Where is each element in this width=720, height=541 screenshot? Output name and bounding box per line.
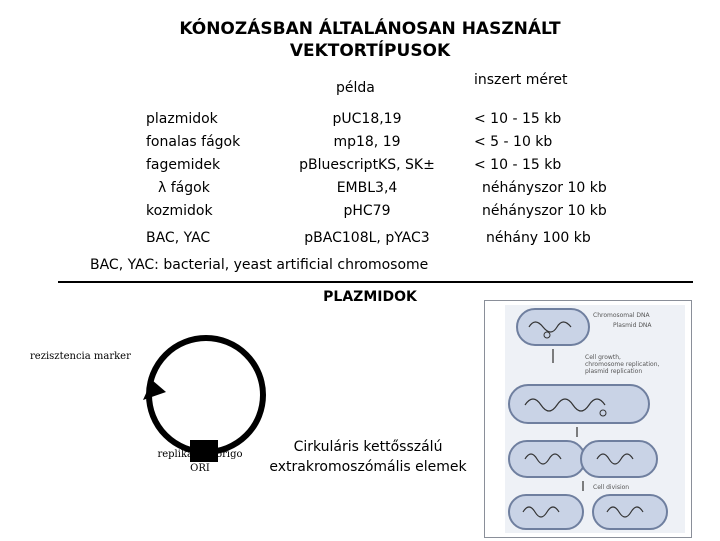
- insert-size-filamentous-phage: < 5 - 10 kb: [474, 134, 553, 150]
- vector-type-column: [146, 109, 240, 251]
- cell-3b: [581, 441, 657, 477]
- page-title: [0, 18, 720, 62]
- cell-division-illustration: [485, 301, 691, 537]
- resistance-marker-label: rezisztencia marker: [30, 351, 131, 362]
- plasmid-caption-line2: extrakromoszómális elemek: [269, 459, 467, 475]
- cell-1: [517, 309, 589, 345]
- plasmid-caption-line1: Cirkuláris kettősszálú: [293, 439, 443, 455]
- plasmid-caption: [258, 437, 478, 477]
- vector-type-bac-yac: BAC, YAC: [146, 230, 211, 246]
- legend-chromosome: Chromosomal DNA: [593, 312, 650, 319]
- example-column: [262, 109, 472, 251]
- page-title-line1: KÓNOZÁSBAN ÁLTALÁNOSAN HASZNÁLT: [179, 19, 561, 39]
- legend-plasmid: Plasmid DNA: [613, 322, 652, 329]
- divider-line: [58, 281, 693, 283]
- cell-division-figure: [484, 300, 692, 538]
- ori-label-line1: replikációs origo: [157, 449, 243, 460]
- column-header-example: példa: [336, 80, 375, 96]
- vector-type-lambda-phage: λ fágok: [158, 180, 210, 196]
- column-header-insert-size: inszert méret: [474, 72, 568, 88]
- example-lambda-phage: EMBL3,4: [336, 180, 398, 196]
- daughter-cell-1: [509, 495, 583, 529]
- insert-size-plasmid: < 10 - 15 kb: [474, 111, 562, 127]
- ori-label: [150, 448, 250, 476]
- plasmid-ring: [149, 338, 263, 452]
- insert-size-column: [474, 109, 607, 251]
- insert-size-bac-yac: néhány 100 kb: [486, 230, 591, 246]
- step1-label: Cell growth, chromosome replication, plasmid replication: [585, 354, 660, 375]
- section-title: PLAZMIDOK: [323, 289, 417, 305]
- example-phagemid: pBluescriptKS, SK±: [299, 157, 435, 173]
- vector-type-phagemid: fagemidek: [146, 157, 221, 173]
- page-title-line2: VEKTORTÍPUSOK: [289, 41, 451, 61]
- vector-type-filamentous-phage: fonalas fágok: [146, 134, 241, 150]
- vector-type-plasmid: plazmidok: [146, 111, 218, 127]
- example-cosmid: pHC79: [343, 203, 391, 219]
- example-plasmid: pUC18,19: [332, 111, 402, 127]
- example-bac-yac: pBAC108L, pYAC3: [304, 230, 430, 246]
- step2-label: Cell division: [593, 484, 630, 491]
- cell-2: [509, 385, 649, 423]
- footnote: BAC, YAC: bacterial, yeast artificial chromosome: [90, 257, 429, 273]
- daughter-cell-2: [593, 495, 667, 529]
- ori-label-line2: ORI: [190, 463, 210, 474]
- vector-type-cosmid: kozmidok: [146, 203, 213, 219]
- example-filamentous-phage: mp18, 19: [333, 134, 401, 150]
- insert-size-lambda-phage: néhányszor 10 kb: [482, 180, 607, 196]
- insert-size-cosmid: néhányszor 10 kb: [482, 203, 607, 219]
- cell-3a: [509, 441, 585, 477]
- insert-size-phagemid: < 10 - 15 kb: [474, 157, 562, 173]
